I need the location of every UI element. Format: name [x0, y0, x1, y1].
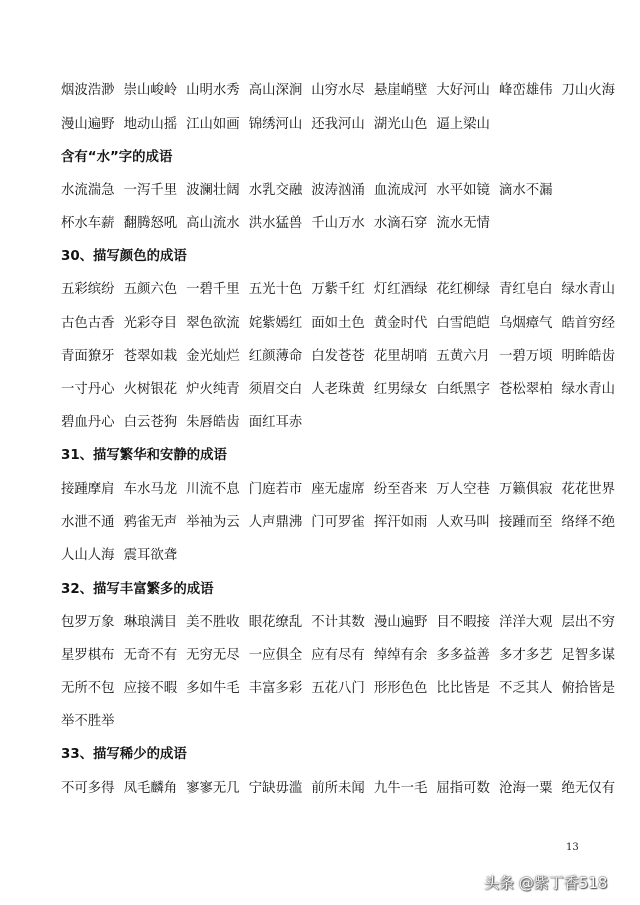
idiom: 一碧千里 — [186, 282, 240, 297]
idiom: 杯水车薪 — [61, 216, 115, 231]
idiom: 山穷水尽 — [311, 83, 365, 98]
idiom: 面如土色 — [311, 316, 365, 331]
idiom: 刀山火海 — [561, 83, 616, 98]
idiom: 峰峦雄伟 — [498, 83, 553, 98]
idiom: 水流湍急 — [61, 183, 115, 198]
idiom: 凤毛麟角 — [123, 781, 178, 796]
idiom-line — [61, 181, 601, 201]
idiom-line — [61, 81, 616, 101]
idiom: 血流成河 — [373, 183, 428, 198]
idiom: 江山如画 — [186, 117, 240, 132]
idiom: 大好河山 — [436, 83, 490, 98]
idiom: 水乳交融 — [248, 183, 303, 198]
idiom: 光彩夺目 — [123, 316, 178, 331]
idiom: 高山流水 — [186, 216, 240, 231]
idiom: 青面獠牙 — [61, 349, 115, 364]
idiom: 火树银花 — [123, 382, 178, 397]
idiom: 无穷无尽 — [186, 648, 240, 663]
idiom: 滴水不漏 — [498, 183, 553, 198]
idiom: 洋洋大观 — [498, 615, 553, 630]
idiom: 波涛汹涌 — [311, 183, 365, 198]
idiom: 红男绿女 — [373, 382, 428, 397]
idiom: 不乏其人 — [498, 681, 553, 696]
idiom: 万紫千红 — [311, 282, 365, 297]
idiom: 黄金时代 — [373, 316, 428, 331]
idiom: 五彩缤纷 — [61, 282, 115, 297]
idiom: 绿水青山 — [561, 382, 616, 397]
idiom: 青红皂白 — [498, 282, 553, 297]
idiom: 湖光山色 — [373, 117, 428, 132]
idiom-line — [61, 115, 601, 135]
idiom: 宁缺毋滥 — [248, 781, 303, 796]
idiom: 古色古香 — [61, 316, 115, 331]
section-heading: 31、描写繁华和安静的成语 — [61, 448, 227, 463]
idiom: 水泄不通 — [61, 515, 115, 530]
idiom: 朱唇皓齿 — [186, 415, 240, 430]
idiom: 川流不息 — [186, 482, 240, 497]
idiom: 多多益善 — [436, 648, 490, 663]
idiom: 寥寥无几 — [186, 781, 240, 796]
idiom: 洪水猛兽 — [248, 216, 303, 231]
idiom: 水平如镜 — [436, 183, 490, 198]
idiom-line — [61, 712, 601, 732]
idiom: 络绎不绝 — [561, 515, 616, 530]
idiom: 层出不穷 — [561, 615, 616, 630]
idiom: 一碧万顷 — [498, 349, 553, 364]
idiom: 千山万水 — [311, 216, 365, 231]
idiom: 白云苍狗 — [123, 415, 178, 430]
idiom: 丰富多彩 — [248, 681, 303, 696]
idiom: 翻腾怒吼 — [123, 216, 178, 231]
idiom: 震耳欲聋 — [123, 548, 178, 563]
idiom: 白发苍苍 — [311, 349, 365, 364]
idiom: 花里胡哨 — [373, 349, 428, 364]
idiom: 乌烟瘴气 — [498, 316, 553, 331]
idiom: 绰绰有余 — [373, 648, 428, 663]
idiom: 多如牛毛 — [186, 681, 240, 696]
idiom: 须眉交白 — [248, 382, 303, 397]
idiom: 人欢马叫 — [436, 515, 490, 530]
idiom: 漫山遍野 — [61, 117, 115, 132]
idiom: 九牛一毛 — [373, 781, 428, 796]
idiom: 星罗棋布 — [61, 648, 115, 663]
idiom: 俯拾皆是 — [561, 681, 616, 696]
idiom-line — [61, 480, 616, 500]
section-heading: 30、描写颜色的成语 — [61, 249, 187, 264]
idiom: 水滴石穿 — [373, 216, 428, 231]
idiom: 接踵摩肩 — [61, 482, 115, 497]
idiom: 门庭若市 — [248, 482, 303, 497]
idiom: 挥汗如雨 — [373, 515, 428, 530]
idiom: 不可多得 — [61, 781, 115, 796]
section-heading: 含有“水”字的成语 — [61, 150, 173, 165]
idiom: 人声鼎沸 — [248, 515, 303, 530]
idiom: 举袖为云 — [186, 515, 240, 530]
idiom: 姹紫嫣红 — [248, 316, 303, 331]
idiom-line — [61, 679, 616, 699]
idiom-line — [61, 280, 616, 300]
idiom-line — [61, 413, 601, 433]
idiom: 面红耳赤 — [248, 415, 303, 430]
idiom: 灯红酒绿 — [373, 282, 428, 297]
page-number: 13 — [566, 842, 579, 853]
idiom: 多才多艺 — [498, 648, 553, 663]
idiom: 地动山摇 — [123, 117, 178, 132]
idiom: 五光十色 — [248, 282, 303, 297]
idiom: 波澜壮阔 — [186, 183, 240, 198]
idiom: 座无虚席 — [311, 482, 365, 497]
idiom: 绝无仅有 — [561, 781, 616, 796]
idiom: 目不暇接 — [436, 615, 490, 630]
idiom: 一应俱全 — [248, 648, 303, 663]
section-heading: 33、描写稀少的成语 — [61, 747, 187, 762]
idiom: 苍松翠柏 — [498, 382, 553, 397]
section-heading: 32、描写丰富繁多的成语 — [61, 582, 214, 597]
idiom: 漫山遍野 — [373, 615, 428, 630]
idiom: 形形色色 — [373, 681, 428, 696]
idiom: 明眸皓齿 — [561, 349, 616, 364]
idiom: 流水无情 — [436, 216, 490, 231]
idiom: 烟波浩渺 — [61, 83, 115, 98]
idiom-line — [61, 314, 616, 334]
idiom: 屈指可数 — [436, 781, 490, 796]
idiom: 人老珠黄 — [311, 382, 365, 397]
idiom: 举不胜举 — [61, 714, 115, 729]
idiom: 悬崖峭壁 — [373, 83, 428, 98]
idiom: 五花八门 — [311, 681, 365, 696]
idiom: 绿水青山 — [561, 282, 616, 297]
idiom-line — [61, 546, 601, 566]
idiom: 门可罗雀 — [311, 515, 365, 530]
idiom: 高山深涧 — [248, 83, 303, 98]
idiom: 鸦雀无声 — [123, 515, 178, 530]
idiom: 前所未闻 — [311, 781, 365, 796]
idiom: 万籁俱寂 — [498, 482, 553, 497]
idiom-line — [61, 646, 616, 666]
idiom: 不计其数 — [311, 615, 365, 630]
idiom: 五颜六色 — [123, 282, 178, 297]
idiom: 人山人海 — [61, 548, 115, 563]
idiom: 纷至沓来 — [373, 482, 428, 497]
idiom: 花花世界 — [561, 482, 616, 497]
idiom: 崇山峻岭 — [123, 83, 178, 98]
idiom-line — [61, 613, 616, 633]
idiom-line — [61, 347, 616, 367]
idiom: 还我河山 — [311, 117, 365, 132]
idiom: 金光灿烂 — [186, 349, 240, 364]
idiom: 接踵而至 — [498, 515, 553, 530]
idiom: 炉火纯青 — [186, 382, 240, 397]
idiom: 比比皆是 — [436, 681, 490, 696]
idiom: 足智多谋 — [561, 648, 616, 663]
idiom: 万人空巷 — [436, 482, 490, 497]
idiom: 白纸黑字 — [436, 382, 490, 397]
idiom: 琳琅满目 — [123, 615, 178, 630]
idiom: 包罗万象 — [61, 615, 115, 630]
idiom-line — [61, 779, 616, 799]
idiom: 应有尽有 — [311, 648, 365, 663]
idiom: 一寸丹心 — [61, 382, 115, 397]
idiom: 山明水秀 — [186, 83, 240, 98]
idiom: 美不胜收 — [186, 615, 240, 630]
idiom-line — [61, 380, 616, 400]
idiom-line — [61, 513, 616, 533]
idiom: 车水马龙 — [123, 482, 178, 497]
idiom: 翠色欲流 — [186, 316, 240, 331]
idiom: 皓首穷经 — [561, 316, 616, 331]
idiom: 碧血丹心 — [61, 415, 115, 430]
idiom: 沧海一粟 — [498, 781, 553, 796]
idiom-line — [61, 214, 601, 234]
idiom: 苍翠如栽 — [123, 349, 178, 364]
idiom: 眼花缭乱 — [248, 615, 303, 630]
idiom: 五黄六月 — [436, 349, 490, 364]
watermark: 头条 @紫丁香518 — [484, 874, 608, 892]
idiom: 一泻千里 — [123, 183, 178, 198]
idiom: 应接不暇 — [123, 681, 178, 696]
idiom: 红颜薄命 — [248, 349, 303, 364]
idiom: 无奇不有 — [123, 648, 178, 663]
idiom: 无所不包 — [61, 681, 115, 696]
idiom: 锦绣河山 — [248, 117, 303, 132]
idiom: 逼上梁山 — [436, 117, 490, 132]
idiom: 白雪皑皑 — [436, 316, 490, 331]
idiom: 花红柳绿 — [436, 282, 490, 297]
